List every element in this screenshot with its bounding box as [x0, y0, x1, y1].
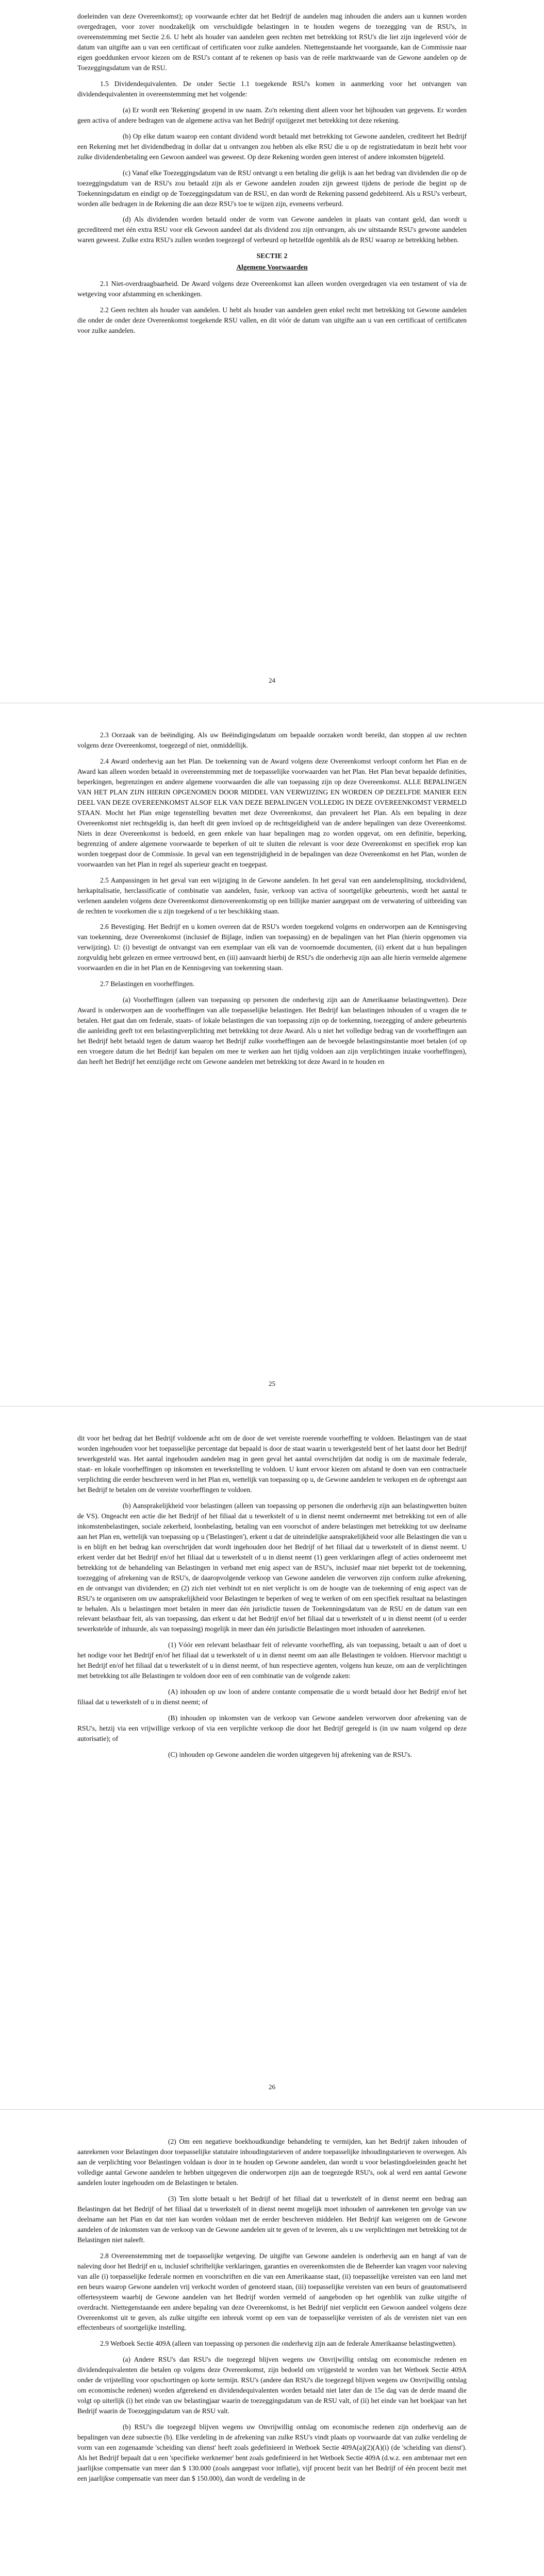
- clause-2-9-b: (b) RSU's die toegezegd blijven wegens uw Onvrijwillig ontslag om economische redenen zijn onderhevig aan de bepalingen van deze subsectie (b). Elke verdeling in de afrekening van zulke RSU's vindt plaats op voorwaarde dat van zulke verdeling de vorm van een zogenaamde 'scheiding van dienst' heeft zoals gedefinieerd in Wetboek Sectie 409A(a)(2)(A)(i) (de 'scheiding van dienst'). Als het Bedrijf bepaalt dat u een 'specifieke werknemer' bent zoals gedefinieerd in het Wetboek Sectie 409A (d.w.z. een ambtenaar met een jaarlijkse compensatie van meer dan $ 130.000 (zoals aangepast voor inflatie), vijf procent bezit van het Bedrijf of één procent bezit met een jaarlijkse compensatie van meer dan $ 150.000), dan wordt de verdeling in de: [77, 2423, 467, 2483]
- section-2-2-no-shareholder-rights: 2.2 Geen rechten als houder van aandelen. U hebt als houder van aandelen geen enkel recht met betrekking tot Gewone aandelen die onder de onder deze Overeenkomst toegekende RSU vallen, en dit vóór de datum van uitgifte aan u van een certificaat of certificaten voor zulke aandelen.: [77, 306, 467, 335]
- document-page: [0, 703, 544, 1406]
- section-2-8-compliance: 2.8 Overeenstemming met de toepasselijke wetgeving. De uitgifte van Gewone aandelen is onderhevig aan en hangt af van de naleving door het Bedrijf en u, inclusief schriftelijke verklaringen, garanties en overeenkomsten die de Beheerder kan vragen voor naleving van alle (i) toepasselijke federale normen en voorschriften en die van een Amerikaanse staat, (ii) toepasselijke vereisten van een land met een beurs waarop Gewone aandelen vrij verkocht worden of genoteerd staan, (iii) toepasselijke vereisten van een beurs of geautomatiseerd offertesysteem waarbij de Gewone aandelen van het Bedrijf worden vermeld of aangeboden op het ogenblik van zulke uitgifte of overdracht. Niettegenstaande een andere bepaling van deze Overeenkomst, is het Bedrijf niet verplicht een Gewoon aandeel volgens deze Overeenkomst uit te geven, als zulke uitgifte een inbreuk vormt op een van de toepasselijke vereisten of als de vereisten niet van een effectenbeurs of soortgelijke instelling.: [77, 2251, 467, 2332]
- clause-2-7-b-2: (2) Om een negatieve boekhoudkundige behandeling te vermijden, kan het Bedrijf zaken inhouden of aanrekenen voor Belastingen door toepasselijke statutaire inhoudingstarieven of andere toepasselijke inhoudingstarieven te overwegen. Als aan de verplichting voor Belastingen voldaan is door in te houden op Gewone aandelen, dan wordt u voor belastingdoeleinden geacht het volledige aantal Gewone aandelen te hebben uitgegeven die onderworpen zijn aan de toegezegde RSU's, ook al werd een aantal Gewone aandelen louter ingehouden om de Belastingen te betalen.: [77, 2138, 467, 2187]
- page-number: 25: [269, 1379, 275, 1387]
- clause-2-7-a-withholding: (a) Voorheffingen (alleen van toepassing op personen die onderhevig zijn aan de Amerikaanse belastingwetten). Deze Award is onderworpen aan de voorheffingen van alle toepasselijke belastingen. Het Bedrijf kan belastingen inhouden of u vragen die te betalen. Het gaat dan om federale, staats- of lokale belastingen die van toepassing zijn op de toekenning, toezegging of andere gebeurtenis die aanleiding geeft tot een belastingverplichting met betrekking tot deze Award. Als u niet het volledige bedrag van de voorheffingen aan het Bedrijf hebt betaald tegen de datum waarop het Bedrijf zulke voorheffingen aan de bevoegde belastingsinstantie moet betalen (of op een vroegere datum die het Bedrijf kan bepalen om mee te werken aan het tijdig voldoen aan zijn verplichtingen inzake voorheffingen), dan heeft het Bedrijf het eenzijdige recht om Gewone aandelen met betrekking tot deze Award in te houden en: [77, 996, 467, 1066]
- clause-2-7-b-1-b: (B) inhouden op inkomsten van de verkoop van Gewone aandelen verworven door afrekening van de RSU's, hetzij via een vrijwillige verkoop of via een verplichte verkoop die door het Bedrijf geregeld is (in uw naam volgend op deze autorisatie); of: [77, 1714, 467, 1743]
- section-2-1-non-transferability: 2.1 Niet-overdraagbaarheid. De Award volgens deze Overeenkomst kan alleen worden overgedragen via een testament of via de wetgeving voor afstamming en schenkingen.: [77, 280, 467, 298]
- section-2-4-award-subject-to-plan: 2.4 Award onderhevig aan het Plan. De toekenning van de Award volgens deze Overeenkomst verloopt conform het Plan en de Award kan alleen worden betaald in overeenstemming met de toepasselijke voorwaarden van het Plan. Het Plan bevat bepaalde definities, beperkingen, begrenzingen en andere algemene voorwaarden die alle van toepassing zijn op deze Overeenkomst. ALLE BEPALINGEN VAN HET PLAN ZIJN HIERIN OPGENOMEN DOOR MIDDEL VAN VERWIJZING EN WORDEN OP DEZELFDE MANIER EEN DEEL VAN DEZE OVEREENKOMST ALSOF ELK VAN DEZE BEPALINGEN VOLLEDIG IN DEZE OVEREENKOMST VERMELD STAAN. Mocht het Plan enige tegenstelling bevatten met deze Overeenkomst, dan prevaleert het Plan. Als een bepaling in deze Overeenkomst niet rechtsgeldig is, dan heeft dit geen invloed op de rechtsgeldigheid van de andere bepalingen van deze Overeenkomst. Niets in deze Overeenkomst is bedoeld, en geen enkele van haar bepalingen mag zo worden opgevat, om een definitie, beperking, begrenzing of andere algemene voorwaarde te beperken of uit te sluiten die relevant is voor deze Overeenkomst en specifiek erop kan worden toegepast door de Commissie. In geval van een tegenstrijdigheid in de bepalingen van deze Overeenkomst en het Plan, worden de voorwaarden van het Plan in regel als superieur geacht en toegepast.: [77, 757, 467, 868]
- clause-2-7-b-3: (3) Ten slotte betaalt u het Bedrijf of het filiaal dat u tewerkstelt of in dienst neemt een bedrag aan Belastingen dat het Bedrijf of het filiaal dat u tewerkstelt of in dienst neemt mogelijk moet inhouden of aanrekenen ten gevolge van uw deelname aan het Plan en dat niet kan worden voldaan met de eerder beschreven middelen. Het Bedrijf kan weigeren om de Gewone aandelen of de inkomsten van de verkoop van de Gewone aandelen uit te geven of te leveren, als u uw verplichtingen met betrekking tot de Belastingen niet naleeft.: [77, 2194, 467, 2244]
- section-2-9-code-409a: 2.9 Wetboek Sectie 409A (alleen van toepassing op personen die onderhevig zijn aan de federale Amerikaanse belastingwetten).: [100, 2340, 457, 2348]
- clause-2-9-a: (a) Andere RSU's dan RSU's die toegezegd blijven wegens uw Onvrijwillig ontslag om economische redenen en dividendequivalenten die betalen op volgens deze Overeenkomst, zijn bedoeld om vrijgesteld te worden van het Wetboek Sectie 409A onder de vrijstelling voor opschortingen op korte termijn. RSU's (andere dan RSU's die toegezegd blijven wegens uw Onvrijwillig ontslag om economische redenen) worden afgerekend en dividendequivalenten worden betaald niet later dan de 15e dag van de derde maand die volgt op uiterlijk (i) het einde van uw belastingjaar waarin de toezeggingsdatum van de RSU valt, of (ii) het einde van het boekjaar van het Bedrijf waarin de Toezeggingsdatum van de RSU valt.: [77, 2355, 467, 2415]
- clause-2-7-b-1-c: (C) inhouden op Gewone aandelen die worden uitgegeven bij afrekening van de RSU's.: [168, 1751, 412, 1759]
- clause-1-5-c: (c) Vanaf elke Toezeggingsdatum van de RSU ontvangt u een betaling die gelijk is aan het bedrag van dividenden die op de toezeggingsdatum van de RSU's zou betaald zijn als er Gewone aandelen zouden zijn geweest tijdens de periode die begint op de Toekenningsdatum en eindigt op de Toezeggingsdatum van de RSU, en dan wordt de Rekening passend gedebiteerd. Als u RSU's verbeurt, worden alle bedragen in de Rekening die aan deze RSU's toe te wijzen zijn, eveneens verbeurd.: [77, 168, 467, 208]
- section-2-7-taxes: 2.7 Belastingen en voorheffingen.: [100, 980, 195, 988]
- section-2-subheading: Algemene Voorwaarden: [236, 263, 308, 272]
- document-page: [0, 2110, 544, 2576]
- clause-1-5-d: (d) Als dividenden worden betaald onder de vorm van Gewone aandelen in plaats van contant geld, dan wordt u gecrediteerd met één extra RSU voor elk Gewoon aandeel dat als dividend zou zijn ontvangen, als uw uitstaande RSU's gewone aandelen waren geweest. Zulke extra RSU's zullen worden toegezegd of verbeurd op hetzelfde ogenblik als de RSU waarop ze betrekking hebben.: [77, 215, 467, 244]
- paragraph-1-4-continued: doeleinden van deze Overeenkomst); op voorwaarde echter dat het Bedrijf de aandelen mag inhouden die anders aan u kunnen worden overgedragen, voor zover noodzakelijk om verschuldigde belastingen in te houden wegens de toezegging van de RSU's, in overeenstemming met Sectie 2.6. U hebt als houder van aandelen geen rechten met betrekking tot RSU's die liet zijn ingeleverd vóór de datum van uitgifte aan u van een certificaat of certificaten voor zulke aandelen. Niettegenstaande het voorgaande, kan de Commissie naar eigen goeddunken ervoor kiezen om de RSU's contant af te rekenen op basis van de reële marktwaarde van de Gewone aandelen op de Toezeggingsdatum van de RSU.: [77, 12, 467, 72]
- section-2-6-acknowledgement: 2.6 Bevestiging. Het Bedrijf en u komen overeen dat de RSU's worden toegekend volgens en onderworpen aan de Kennisgeving van toekenning, deze Overeenkomst (inclusief de Bijlage, indien van toepassing) en de bepalingen van het Plan (hierin opgenomen via verwijzing). U: (i) bevestigt de ontvangst van een exemplaar van elk van de voornoemde documenten, (ii) erkent dat u hun bepalingen zorgvuldig hebt gelezen en ermee vertrouwd bent, en (iii) aanvaardt hierbij de RSU's die onderhevig zijn aan alle hierin vermelde algemene voorwaarden en die in het Plan en de Kennisgeving van toekenning staan.: [77, 923, 467, 972]
- document-page: [0, 0, 544, 703]
- page-number: 26: [269, 2082, 275, 2091]
- section-2-heading: SECTIE 2: [256, 252, 288, 260]
- section-2-5-adjustments: 2.5 Aanpassingen in het geval van een wijziging in de Gewone aandelen. In het geval van een aandelensplitsing, stockdividend, herkapitalisatie, herclassificatie of combinatie van aandelen, fusie, verkoop van activa of soortgelijke gebeurtenis, wordt het aantal te verlenen aandelen volgens deze Overeenkomst dienovereenkomstig op een billijke manier aangepast om de verwatering of uitbreiding van de rechten te voorkomen die u zijn toegekend of u ter beschikking staan.: [77, 876, 467, 915]
- section-2-3-termination: 2.3 Oorzaak van de beëindiging. Als uw Beëindigingsdatum om bepaalde oorzaken wordt bereikt, dan stoppen al uw rechten volgens deze Overeenkomst, toegezegd of niet, onmiddellijk.: [77, 731, 467, 749]
- clause-2-7-b-tax-liability: (b) Aansprakelijkheid voor belastingen (alleen van toepassing op personen die onderhevig zijn aan belastingwetten buiten de VS). Ongeacht een actie die het Bedrijf of het filiaal dat u tewerkstelt of u in dienst neemt onderneemt met betrekking tot een of alle inkomstenbelastingen, sociale zekerheid, loonbelasting, betaling van een voorschot of andere belastingen met betrekking tot uw deelname aan het Plan en, wettelijk van toepassing op u ('Belastingen'), erkent u dat de uiteindelijke aansprakelijkheid voor alle Belastingen die van u is en blijft en het bedrag kan overschrijden dat wordt ingehouden door het Bedrijf of het filiaal dat u tewerkstelt of in dienst neemt. U erkent verder dat het Bedrijf en/of het filiaal dat u tewerkstelt of u in dienst neemt (1) geen verklaringen aflegt of acties onderneemt met betrekking tot de behandeling van Belastingen in verband met enig aspect van de RSU's, inclusief maar niet beperkt tot de toekenning, toezegging of afrekening van de RSU's, de daaropvolgende verkoop van Gewone aandelen die verworven zijn conform zulke afrekening, en de ontvangst van dividenden; en (2) zich niet verbindt tot en niet verplicht is om de hoogte van de toekenning of enig aspect van de RSU's te organiseren om uw aansprakelijkheid voor Belastingen te beperken of weg te werken of om een specifiek resultaat na belastingen te behalen. Als u belastingen moet betalen in meer dan één jurisdictie tussen de Toekenningsdatum van de RSU en de datum van een relevant belastbaar feit, als van toepassing, dan erkent u dat het Bedrijf en/of het filiaal dat u tewerkstelt of u in dienst neemt (of u eerder tewerkstelde of inhuurde, als van toepassing) mogelijk in meer dan één jurisdictie Belastingen moet inhouden of aanrekenen.: [77, 1501, 467, 1633]
- page-number: 24: [269, 676, 275, 684]
- clause-1-5-b: (b) Op elke datum waarop een contant dividend wordt betaald met betrekking tot Gewone aandelen, crediteert het Bedrijf een Rekening met het dividendbedrag in dollar dat u ontvangen zou hebben als elke RSU die u op de registratiedatum in bezit hebt voor zulke dividendenbetaling een Gewoon aandeel was geweest. Op deze Rekening worden geen interest of andere inkomsten bijgeteld.: [77, 132, 467, 161]
- section-1-5-dividend-equivalents: 1.5 Dividendequivalenten. De onder Sectie 1.1 toegekende RSU's komen in aanmerking voor het ontvangen van dividendequivalenten in overeenstemming met het volgende:: [77, 79, 467, 98]
- clause-2-7-b-1-a: (A) inhouden op uw loon of andere contante compensatie die u wordt betaald door het Bedrijf en/of het filiaal dat u tewerkstelt of u in dienst neemt; of: [77, 1688, 467, 1706]
- clause-1-5-a: (a) Er wordt een 'Rekening' geopend in uw naam. Zo'n rekening dient alleen voor het bijhouden van gegevens. Er worden geen activa of andere bedragen van de algemene activa van het Bedrijf opzijgezet met betrekking tot deze rekening.: [77, 106, 467, 124]
- clause-2-7-b-1: (1) Vóór een relevant belastbaar feit of relevante voorheffing, als van toepassing, betaalt u aan of doet u het nodige voor het Bedrijf en/of het filiaal dat u tewerkstelt of u in dienst neemt om aan alle Belastingen te voldoen. Hiervoor machtigt u het Bedrijf en/of het filiaal dat u tewerkstelt of u in dienst neemt, of hun respectieve agenten, volgens hun keuze, om aan de verplichtingen met betrekking tot alle Belastingen te voldoen door een of een combinatie van de volgende zaken:: [77, 1641, 467, 1680]
- clause-2-7-a-continued: dit voor het bedrag dat het Bedrijf voldoende acht om de door de wet vereiste roerende voorheffing te voldoen. Belastingen van de staat worden ingehouden voor het toepasselijke percentage dat bepaald is door de staat waarin u tewerkgesteld bent of het laatst door het Bedrijf tewerkgesteld was. Het aantal ingehouden aandelen mag in geen geval het aantal overschrijden dat nodig is om de maximale federale, staat- en lokale voorheffingen op inkomsten en tewerkstelling te voldoen. U kunt ervoor kiezen om afstand te doen van een contractuele verplichting die eerder beschreven werd in het Plan en, wettelijk van toepassing op u, de Gewone aandelen te verkopen en de opbrengst aan het Bedrijf te betalen om de vereiste voorheffingen te voldoen.: [77, 1434, 467, 1494]
- document-page: [0, 1406, 544, 2110]
